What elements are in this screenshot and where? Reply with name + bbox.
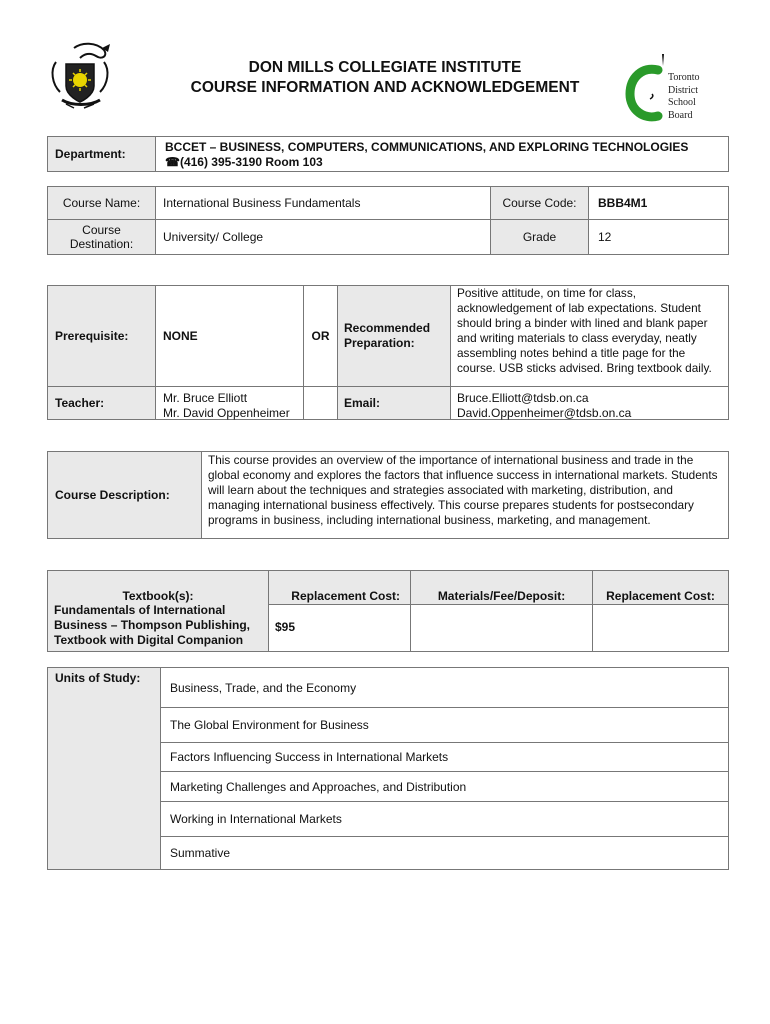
unit-item: Business, Trade, and the Economy xyxy=(160,667,729,708)
replacement-cost-value: $95 xyxy=(268,604,411,652)
board-logo-line: Toronto xyxy=(668,72,700,83)
teacher-spacer-cell xyxy=(303,386,338,420)
school-name: DON MILLS COLLEGIATE INSTITUTE xyxy=(248,59,522,76)
materials-fee-label: Materials/Fee/Deposit: xyxy=(410,570,593,605)
materials-fee-value xyxy=(410,604,593,652)
department-phone: (416) 395-3190 Room 103 xyxy=(179,155,323,169)
textbook-title: Fundamentals of International Business – Thompson Publishing, Textbook with Digital Companion xyxy=(54,603,251,647)
course-description-text: This course provides an overview of the importance of international business and trade in the global economy and explores the factors that influence success in international markets. Students will learn about the techniques and strategies associated with marketing, distribution, and managing international business effectively. This course prepares students for postsecondary programs in business, including international business, marketing, and management. xyxy=(201,451,729,539)
units-label: Units of Study: xyxy=(47,667,161,870)
board-logo-line: School xyxy=(668,97,696,108)
department-label: Department: xyxy=(47,136,156,172)
board-logo-line: District xyxy=(668,84,698,96)
document-title: COURSE INFORMATION AND ACKNOWLEDGEMENT xyxy=(190,79,580,96)
course-code-label: Course Code: xyxy=(490,186,589,220)
email-link[interactable]: Bruce.Elliott@tdsb.on.ca xyxy=(457,391,589,405)
grade-label: Grade xyxy=(490,219,589,255)
grade-value: 12 xyxy=(588,219,729,255)
unit-item: The Global Environment for Business xyxy=(160,707,729,743)
unit-item: Marketing Challenges and Approaches, and Distribution xyxy=(160,771,729,802)
teacher-label: Teacher: xyxy=(47,386,156,420)
unit-item: Working in International Markets xyxy=(160,801,729,837)
textbook-cell xyxy=(47,570,269,652)
prerequisite-label: Prerequisite: xyxy=(47,285,156,387)
unit-item: Summative xyxy=(160,836,729,870)
or-label: OR xyxy=(303,285,338,387)
teacher-name: Mr. Bruce Elliott xyxy=(163,391,248,405)
school-crest-icon xyxy=(44,40,120,112)
prerequisite-value: NONE xyxy=(155,285,304,387)
recommended-text: Positive attitude, on time for class, acknowledgement of lab expectations. Student should bring a binder with lined and blank paper and writing materials to class everyday, neatly assembling notes behind a title page for the course. USB sticks advised. Bring textbook daily. xyxy=(450,285,729,387)
replacement-cost-value-2 xyxy=(592,604,729,652)
teacher-names xyxy=(155,386,304,420)
course-code: BBB4M1 xyxy=(588,186,729,220)
course-destination: University/ College xyxy=(155,219,491,255)
replacement-cost-label: Replacement Cost: xyxy=(268,570,411,605)
course-name-label: Course Name: xyxy=(47,186,156,220)
textbook-label: Textbook(s): xyxy=(122,589,194,603)
recommended-label: Recommended Preparation: xyxy=(337,285,451,387)
email-label: Email: xyxy=(337,386,451,420)
course-name: International Business Fundamentals xyxy=(155,186,491,220)
board-logo-line: Board xyxy=(668,109,693,121)
email-list xyxy=(450,386,729,420)
tdsb-logo-icon xyxy=(624,52,714,124)
replacement-cost-label-2: Replacement Cost: xyxy=(592,570,729,605)
teacher-name: Mr. David Oppenheimer xyxy=(163,406,290,420)
email-link[interactable]: David.Oppenheimer@tdsb.on.ca xyxy=(457,406,632,420)
course-destination-label: Course Destination: xyxy=(47,219,156,255)
department-cell xyxy=(155,136,729,172)
unit-item: Factors Influencing Success in International Markets xyxy=(160,742,729,772)
course-description-label: Course Description: xyxy=(47,451,202,539)
department-value: BCCET – BUSINESS, COMPUTERS, COMMUNICATIONS, AND EXPLORING TECHNOLOGIES xyxy=(165,140,689,154)
phone-icon: ☎ xyxy=(165,155,180,169)
